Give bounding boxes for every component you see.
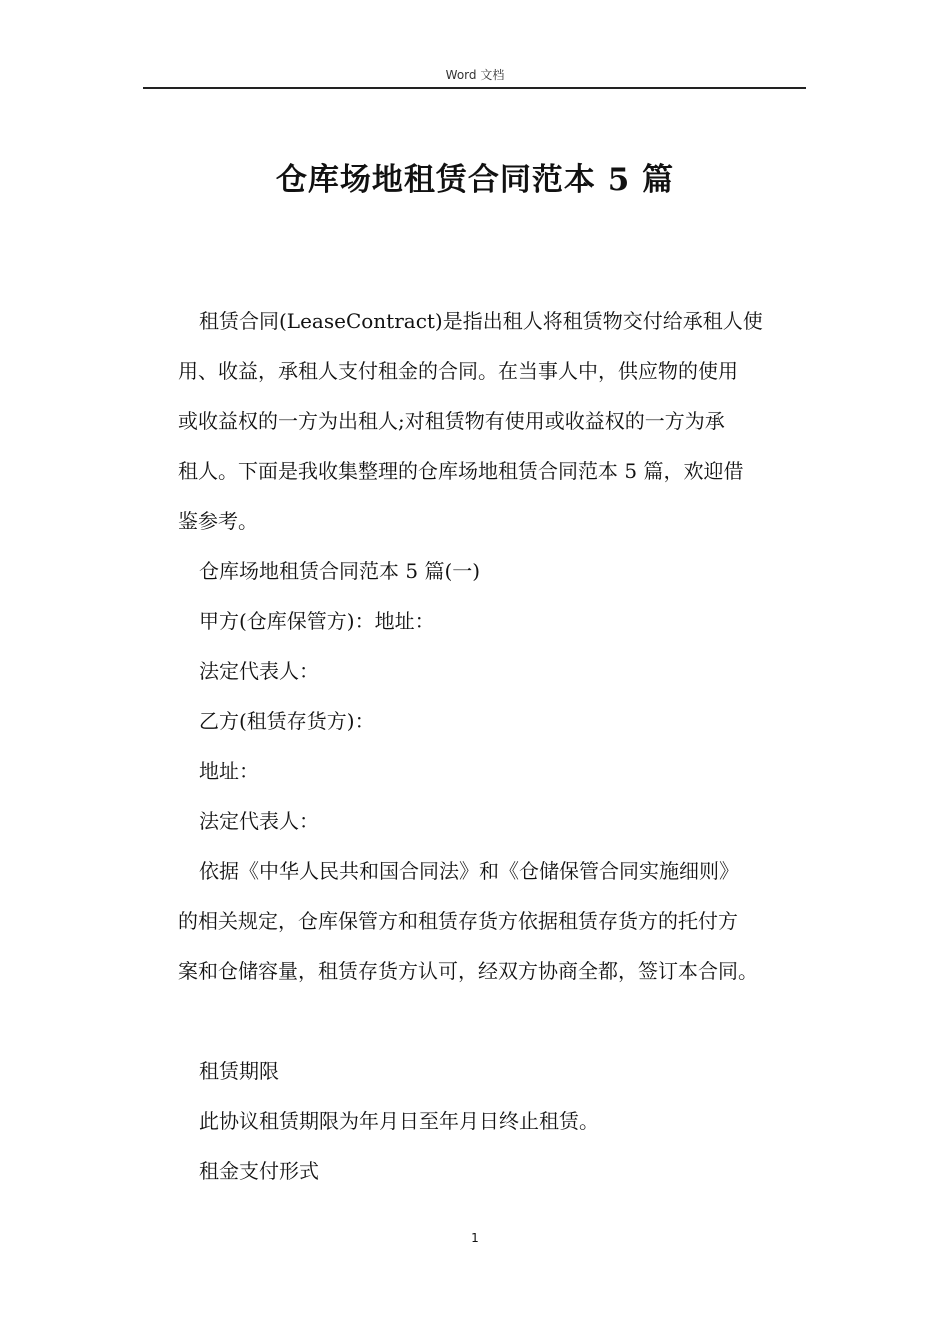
basis-paragraph xyxy=(178,846,818,996)
term-text: 此协议租赁期限为年月日至年月日终止租赁。 xyxy=(199,1109,599,1133)
header-rule xyxy=(143,87,806,89)
intro-line: 租赁合同(LeaseContract)是指出租人将租赁物交付给承租人使 xyxy=(199,309,763,333)
intro-line: 或收益权的一方为出租人;对租赁物有使用或收益权的一方为承 xyxy=(178,409,725,433)
party-a-line: 甲方(仓库保管方)：地址： xyxy=(199,609,435,633)
address-b-line: 地址： xyxy=(199,759,259,783)
basis-line: 的相关规定，仓库保管方和租赁存货方依据租赁存货方的托付方 xyxy=(178,909,738,933)
basis-line: 依据《中华人民共和国合同法》和《仓储保管合同实施细则》 xyxy=(199,859,739,883)
intro-paragraph xyxy=(178,296,818,546)
intro-line: 用、收益，承租人支付租金的合同。在当事人中，供应物的使用 xyxy=(178,359,738,383)
page-header: Word 文档 xyxy=(445,68,505,82)
document-title: 仓库场地租赁合同范本 5 篇 xyxy=(275,162,675,198)
intro-line: 租人。下面是我收集整理的仓库场地租赁合同范本 5 篇，欢迎借 xyxy=(178,459,744,483)
term-heading: 租赁期限 xyxy=(199,1059,279,1083)
basis-line: 案和仓储容量，租赁存货方认可，经双方协商全都，签订本合同。 xyxy=(178,959,758,983)
legal-rep-a-line: 法定代表人： xyxy=(199,659,319,683)
payment-heading: 租金支付形式 xyxy=(199,1159,319,1183)
intro-line: 鉴参考。 xyxy=(178,509,258,533)
section-subtitle: 仓库场地租赁合同范本 5 篇(一) xyxy=(199,559,481,583)
section-term xyxy=(178,1046,818,1196)
party-b-line: 乙方(租赁存货方)： xyxy=(199,709,375,733)
page-number: 1 xyxy=(471,1231,479,1245)
legal-rep-b-line: 法定代表人： xyxy=(199,809,319,833)
document-body xyxy=(178,296,818,1196)
